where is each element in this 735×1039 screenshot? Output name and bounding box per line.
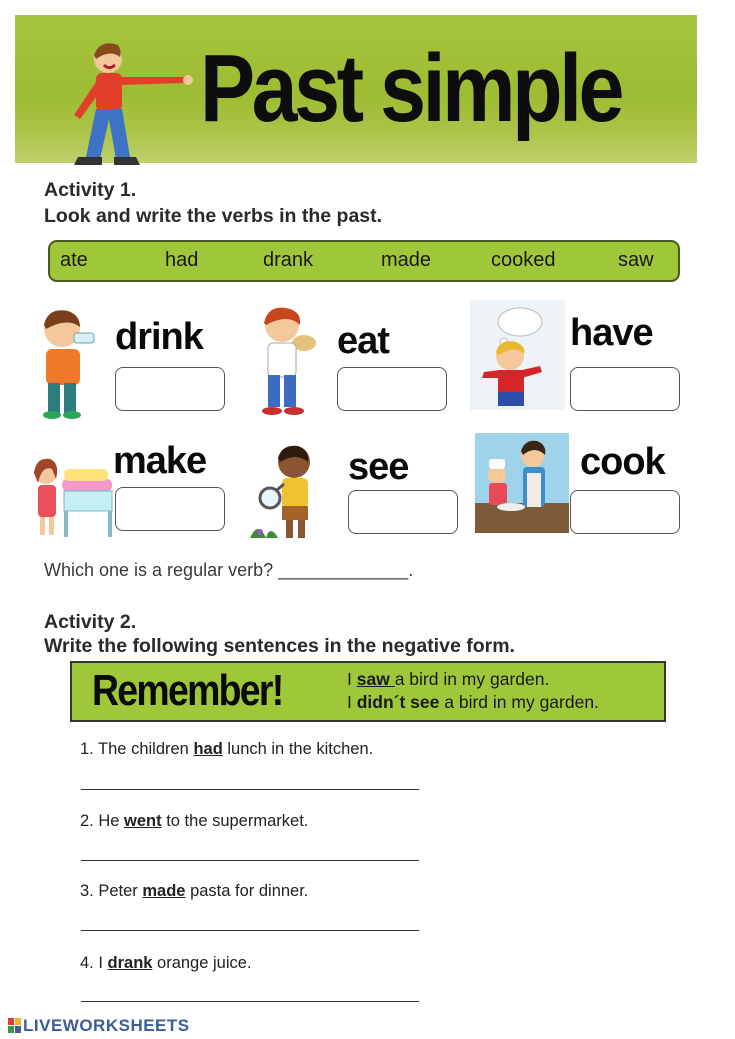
footer-brand[interactable] (8, 1016, 190, 1036)
answer-box-eat[interactable] (337, 367, 447, 411)
verb-see: see (348, 446, 409, 488)
word-bank-item: saw (618, 249, 654, 271)
regular-verb-question: Which one is a regular verb? _____________. (44, 560, 414, 580)
answer-line-3[interactable] (81, 930, 419, 931)
verb-cook: cook (580, 441, 665, 483)
answer-line-1[interactable] (81, 789, 419, 790)
footer-brand-text: LIVEWORKSHEETS (23, 1016, 190, 1035)
answer-box-cook[interactable] (570, 490, 680, 534)
sentence-3: 3. Peter made pasta for dinner. (80, 882, 309, 900)
answer-line-2[interactable] (81, 860, 419, 861)
verb-drink: drink (115, 316, 203, 358)
answer-box-have[interactable] (570, 367, 680, 411)
remember-example-negative: I didn´t see a bird in my garden. (347, 692, 599, 712)
boy-thinking-illustration (470, 300, 565, 410)
verb-have: have (570, 312, 653, 354)
cooking-family-illustration (475, 433, 569, 533)
word-bank-item: cooked (491, 249, 556, 271)
remember-title: Remember! (92, 666, 283, 715)
sentence-4: 4. I drank orange juice. (80, 954, 252, 972)
activity1-instruction: Look and write the verbs in the past. (44, 205, 383, 227)
activity1-heading: Activity 1. (44, 179, 137, 201)
answer-box-drink[interactable] (115, 367, 225, 411)
activity2-instruction: Write the following sentences in the negative form. (44, 635, 515, 657)
word-bank-item: drank (263, 249, 314, 271)
sentence-2: 2. He went to the supermarket. (80, 812, 309, 830)
boy-eating-illustration (252, 303, 320, 421)
word-bank-item: had (165, 249, 199, 271)
word-bank-item: ate (60, 249, 88, 271)
girl-making-bed-illustration (28, 443, 114, 543)
remember-example-affirmative: I saw a bird in my garden. (347, 669, 550, 689)
activity2-heading: Activity 2. (44, 611, 137, 633)
verb-eat: eat (337, 320, 389, 362)
page-title: Past simple (200, 35, 622, 142)
boy-drinking-illustration (28, 303, 110, 421)
answer-box-see[interactable] (348, 490, 458, 534)
answer-line-4[interactable] (81, 1001, 419, 1002)
pointing-boy-illustration (60, 37, 200, 169)
verb-make: make (113, 440, 207, 482)
word-bank-item: made (381, 249, 432, 271)
sentence-1: 1. The children had lunch in the kitchen. (80, 740, 374, 758)
remember-box (70, 661, 666, 722)
liveworksheets-logo-icon (8, 1018, 21, 1033)
title-banner (15, 15, 697, 163)
answer-box-make[interactable] (115, 487, 225, 531)
boy-with-magnifier-illustration (248, 440, 338, 545)
word-bank (48, 240, 680, 282)
